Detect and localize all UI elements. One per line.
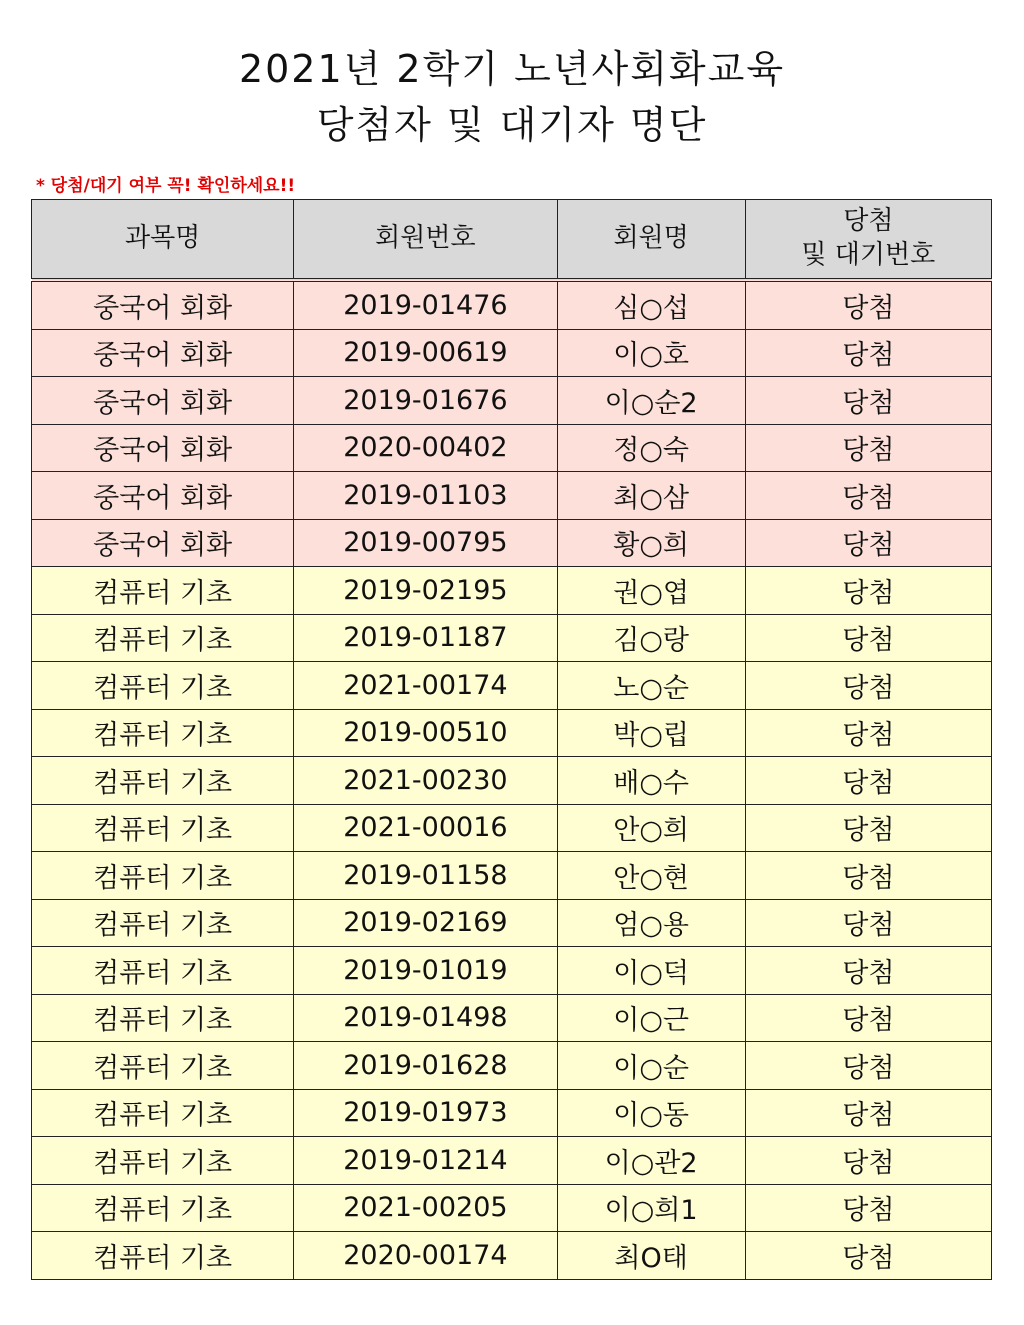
cell-status: 당첨: [745, 567, 991, 615]
cell-course: 컴퓨터 기초: [32, 757, 294, 805]
cell-status: 당첨: [745, 1232, 991, 1280]
cell-status: 당첨: [745, 994, 991, 1042]
cell-member-name: 최O태: [557, 1232, 745, 1280]
cell-course: 중국어 회화: [32, 519, 294, 567]
table-row: [32, 1137, 992, 1185]
cell-member-number: 2020-00402: [294, 424, 557, 472]
table-row: [32, 614, 992, 662]
cell-member-name: 엄○용: [557, 899, 745, 947]
cell-status: 당첨: [745, 519, 991, 567]
cell-course: 컴퓨터 기초: [32, 899, 294, 947]
cell-course: 컴퓨터 기초: [32, 1042, 294, 1090]
cell-course: 컴퓨터 기초: [32, 1232, 294, 1280]
cell-course: 컴퓨터 기초: [32, 1184, 294, 1232]
table-row: [32, 994, 992, 1042]
header-course: 과목명: [32, 200, 294, 281]
cell-member-number: 2021-00205: [294, 1184, 557, 1232]
table-row: [32, 519, 992, 567]
cell-member-name: 정○숙: [557, 424, 745, 472]
cell-course: 컴퓨터 기초: [32, 947, 294, 995]
page-title: 2021년 2학기 노년사회화교육: [238, 47, 786, 91]
table-row: [32, 757, 992, 805]
cell-status: 당첨: [745, 1137, 991, 1185]
cell-status: 당첨: [745, 1184, 991, 1232]
cell-member-number: 2021-00230: [294, 757, 557, 805]
table-row: [32, 1232, 992, 1280]
cell-member-number: 2019-00619: [294, 329, 557, 377]
cell-course: 컴퓨터 기초: [32, 709, 294, 757]
cell-member-name: 이○관2: [557, 1137, 745, 1185]
header-status-line1: 당첨: [843, 206, 894, 237]
cell-status: 당첨: [745, 1042, 991, 1090]
cell-status: 당첨: [745, 614, 991, 662]
cell-status: 당첨: [745, 947, 991, 995]
cell-course: 컴퓨터 기초: [32, 994, 294, 1042]
cell-member-name: 이○호: [557, 329, 745, 377]
cell-member-name: 노○순: [557, 662, 745, 710]
cell-member-number: 2019-01498: [294, 994, 557, 1042]
cell-status: 당첨: [745, 852, 991, 900]
cell-member-name: 이○근: [557, 994, 745, 1042]
table-row: [32, 662, 992, 710]
cell-member-name: 심○섭: [557, 280, 745, 329]
table-row: [32, 804, 992, 852]
cell-member-number: 2019-01973: [294, 1089, 557, 1137]
results-table: [31, 199, 992, 1280]
header-status: [745, 200, 991, 281]
table-row: [32, 709, 992, 757]
cell-member-number: 2019-01676: [294, 377, 557, 425]
cell-member-name: 권○엽: [557, 567, 745, 615]
cell-member-name: 이○희1: [557, 1184, 745, 1232]
cell-member-name: 안○현: [557, 852, 745, 900]
cell-status: 당첨: [745, 804, 991, 852]
cell-course: 중국어 회화: [32, 424, 294, 472]
cell-member-name: 이○덕: [557, 947, 745, 995]
header-member-name: 회원명: [557, 200, 745, 281]
cell-member-number: 2019-00510: [294, 709, 557, 757]
table-row: [32, 1184, 992, 1232]
cell-course: 컴퓨터 기초: [32, 1137, 294, 1185]
table-row: [32, 329, 992, 377]
cell-member-number: 2019-00795: [294, 519, 557, 567]
cell-member-number: 2019-01019: [294, 947, 557, 995]
cell-status: 당첨: [745, 709, 991, 757]
cell-course: 중국어 회화: [32, 377, 294, 425]
cell-course: 중국어 회화: [32, 280, 294, 329]
cell-course: 컴퓨터 기초: [32, 567, 294, 615]
cell-course: 컴퓨터 기초: [32, 804, 294, 852]
cell-status: 당첨: [745, 757, 991, 805]
table-row: [32, 377, 992, 425]
cell-member-number: 2021-00174: [294, 662, 557, 710]
notice-text: * 당첨/대기 여부 꼭! 확인하세요!!: [36, 176, 296, 196]
cell-member-number: 2019-01103: [294, 472, 557, 520]
table-row: [32, 1089, 992, 1137]
table-row: [32, 1042, 992, 1090]
page-subtitle: 당첨자 및 대기자 명단: [316, 103, 708, 147]
cell-course: 컴퓨터 기초: [32, 1089, 294, 1137]
table-header-row: [32, 200, 992, 281]
cell-member-name: 황○희: [557, 519, 745, 567]
cell-status: 당첨: [745, 899, 991, 947]
cell-member-number: 2019-02195: [294, 567, 557, 615]
cell-member-number: 2019-01214: [294, 1137, 557, 1185]
table-row: [32, 424, 992, 472]
table-row: [32, 567, 992, 615]
cell-status: 당첨: [745, 377, 991, 425]
cell-member-name: 박○립: [557, 709, 745, 757]
cell-status: 당첨: [745, 472, 991, 520]
cell-status: 당첨: [745, 662, 991, 710]
cell-status: 당첨: [745, 329, 991, 377]
cell-member-name: 이○동: [557, 1089, 745, 1137]
table-row: [32, 472, 992, 520]
header-member-number: 회원번호: [294, 200, 557, 281]
table-row: [32, 852, 992, 900]
cell-member-name: 김○랑: [557, 614, 745, 662]
cell-member-number: 2020-00174: [294, 1232, 557, 1280]
table-row: [32, 947, 992, 995]
cell-member-number: 2019-01187: [294, 614, 557, 662]
cell-member-number: 2019-02169: [294, 899, 557, 947]
cell-member-name: 이○순: [557, 1042, 745, 1090]
table-row: [32, 280, 992, 329]
cell-status: 당첨: [745, 280, 991, 329]
cell-member-number: 2021-00016: [294, 804, 557, 852]
cell-member-number: 2019-01158: [294, 852, 557, 900]
header-status-line2: 및 대기번호: [801, 240, 936, 270]
cell-member-name: 이○순2: [557, 377, 745, 425]
cell-member-name: 배○수: [557, 757, 745, 805]
cell-course: 컴퓨터 기초: [32, 662, 294, 710]
cell-status: 당첨: [745, 424, 991, 472]
cell-member-name: 안○희: [557, 804, 745, 852]
cell-member-name: 최○삼: [557, 472, 745, 520]
cell-status: 당첨: [745, 1089, 991, 1137]
cell-course: 중국어 회화: [32, 472, 294, 520]
cell-course: 컴퓨터 기초: [32, 614, 294, 662]
cell-course: 중국어 회화: [32, 329, 294, 377]
table-row: [32, 899, 992, 947]
cell-member-number: 2019-01476: [294, 280, 557, 329]
cell-member-number: 2019-01628: [294, 1042, 557, 1090]
cell-course: 컴퓨터 기초: [32, 852, 294, 900]
